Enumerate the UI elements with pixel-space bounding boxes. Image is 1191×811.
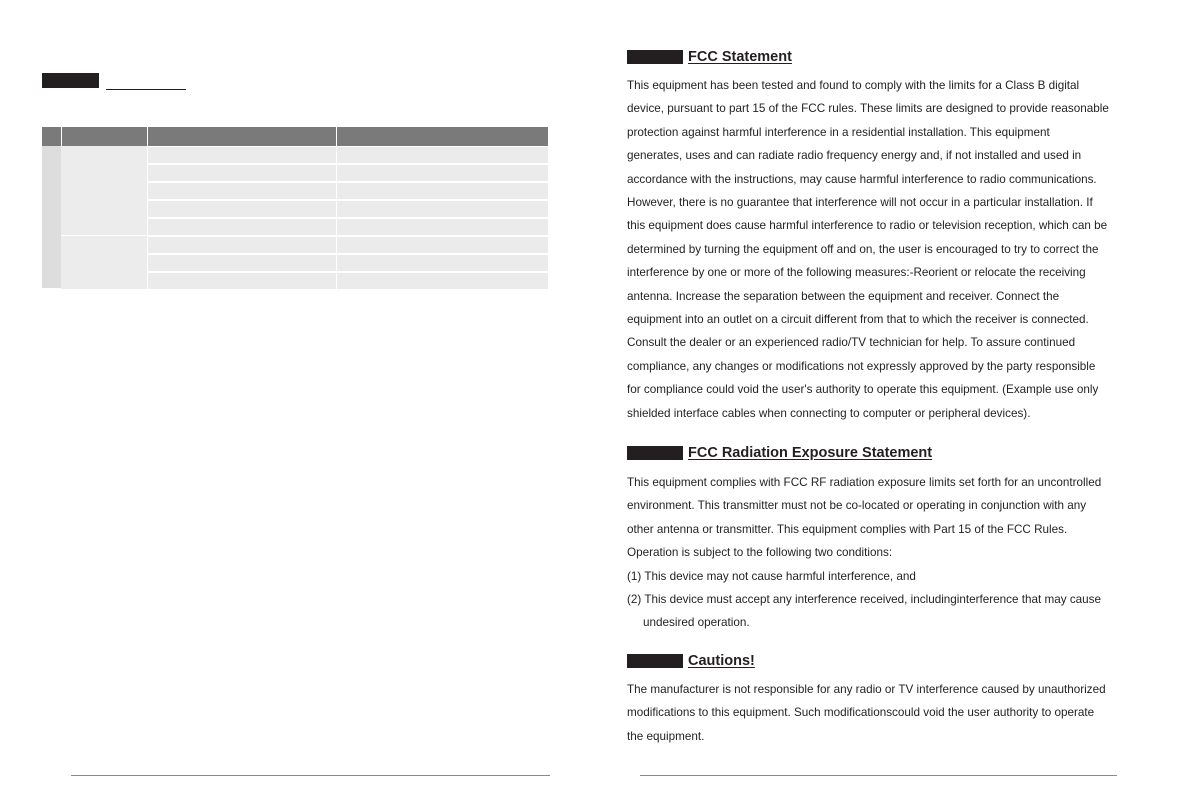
paragraph-line: This equipment complies with FCC RF radiation exposure limits set forth for an uncontrolled	[627, 476, 1102, 489]
table-header-divider	[61, 127, 62, 146]
paragraph-line: equipment into an outlet on a circuit different from that to which the receiver is connected.	[627, 313, 1089, 327]
table-index-column	[42, 146, 61, 288]
section-marker-bar	[42, 73, 99, 88]
radiation-exposure-body	[627, 471, 1101, 635]
table-row	[148, 182, 548, 199]
section-marker-bar	[627, 446, 683, 460]
table-row	[148, 218, 548, 235]
paragraph-line: for compliance could void the user's authority to operate this equipment. (Example use only	[627, 383, 1099, 397]
paragraph-line: protection against harmful interference in a residential installation. This equipment	[627, 125, 1050, 139]
table-row	[148, 164, 548, 181]
paragraph-line: other antenna or transmitter. This equipment complies with Part 15 of the FCC Rules.	[627, 522, 1068, 536]
table-header-row	[42, 127, 548, 146]
paragraph-line: shielded interface cables when connecting to computer or peripheral devices).	[627, 406, 1031, 420]
radiation-exposure-title: FCC Radiation Exposure Statement	[688, 445, 933, 461]
paragraph-line: interference by one or more of the following measures:-Reorient or relocate the receiving	[627, 266, 1086, 280]
table-group-cell	[61, 235, 148, 289]
section-marker-bar	[627, 50, 683, 64]
paragraph-line: However, there is no guarantee that interference will not occur in a particular installation. If	[627, 196, 1093, 210]
paragraph-line: The manufacturer is not responsible for any radio or TV interference caused by unauthorized	[627, 683, 1106, 696]
footer-rule	[640, 775, 1117, 776]
table-header-divider	[147, 127, 148, 146]
paragraph-line: This equipment has been tested and found to comply with the limits for a Class B digital	[627, 79, 1080, 92]
paragraph-line: determined by turning the equipment off and on, the user is encouraged to try to correct the	[627, 242, 1099, 256]
paragraph-line: antenna. Increase the separation between the equipment and receiver. Connect the	[627, 289, 1060, 303]
fcc-statement-body	[627, 74, 1109, 425]
paragraph-line: environment. This transmitter must not be co-located or operating in conjunction with any	[627, 499, 1087, 513]
paragraph-line: this equipment does cause harmful interference to radio or television reception, which can be	[627, 219, 1108, 233]
paragraph-line: generates, uses and can radiate radio frequency energy and, if not installed and used in	[627, 149, 1082, 163]
cautions-body	[627, 678, 1106, 748]
paragraph-line: undesired operation.	[643, 616, 750, 630]
paragraph-line: modifications to this equipment. Such modificationscould void the user authority to operate	[627, 706, 1095, 720]
cautions-title: Cautions!	[688, 653, 755, 669]
footer-rule	[71, 775, 550, 776]
table-row	[148, 254, 548, 271]
paragraph-line: (1) This device may not cause harmful interference, and	[627, 569, 916, 583]
right-page	[596, 0, 1191, 811]
paragraph-line: accordance with the instructions, may cause harmful interference to radio communications.	[627, 172, 1097, 186]
paragraph-line: compliance, any changes or modifications not expressly approved by the party responsible	[627, 359, 1096, 373]
paragraph-line: (2) This device must accept any interference received, includinginterference that may cause	[627, 593, 1102, 607]
table-header-divider	[336, 127, 337, 146]
paragraph-line: the equipment.	[627, 729, 705, 743]
table-row	[148, 200, 548, 217]
paragraph-line: device, pursuant to part 15 of the FCC rules. These limits are designed to provide reasonable	[627, 102, 1109, 116]
table-group-cell	[61, 146, 148, 235]
section-marker-bar	[627, 654, 683, 668]
paragraph-line: Operation is subject to the following two conditions:	[627, 546, 893, 560]
table-row	[148, 236, 548, 253]
table-row	[148, 146, 548, 163]
fcc-statement-title: FCC Statement	[688, 49, 792, 65]
table-row	[148, 272, 548, 289]
left-page	[0, 0, 595, 811]
paragraph-line: Consult the dealer or an experienced radio/TV technician for help. To assure continued	[627, 336, 1076, 350]
section-title-underline	[106, 89, 186, 90]
